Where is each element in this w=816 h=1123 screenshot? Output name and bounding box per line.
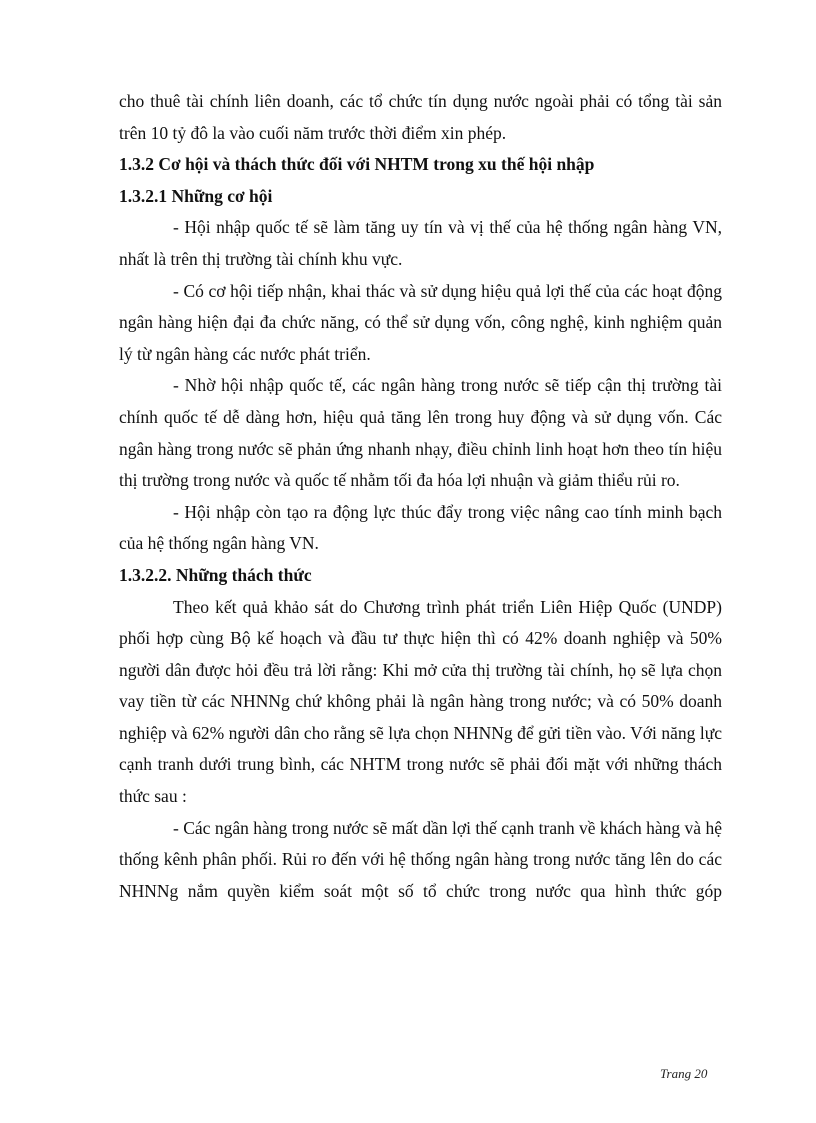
subsection-heading-opportunities: 1.3.2.1 Những cơ hội: [119, 185, 273, 206]
section-heading-1-3-2: 1.3.2 Cơ hội và thách thức đối với NHTM trong xu thế hội nhập: [119, 154, 595, 175]
paragraph-opportunity-1: - Hội nhập quốc tế sẽ làm tăng uy tín và vị thế của hệ thống ngân hàng VN, nhất là trên thị trường tài chính khu vực.: [119, 217, 722, 269]
continuation-paragraph: cho thuê tài chính liên doanh, các tổ chức tín dụng nước ngoài phải có tổng tài sản trên 10 tỷ đô la vào cuối năm trước thời điểm xin phép.: [119, 91, 722, 143]
paragraph-opportunity-4: - Hội nhập còn tạo ra động lực thúc đẩy trong việc nâng cao tính minh bạch của hệ thống ngân hàng VN.: [119, 501, 722, 554]
page-number: Trang 20: [660, 1066, 708, 1081]
subsection-heading-challenges: 1.3.2.2. Những thách thức: [119, 564, 312, 585]
paragraph-challenge-1: - Các ngân hàng trong nước sẽ mất dần lợi thế cạnh tranh về khách hàng và hệ thống kênh phân phối. Rủi ro đến với hệ thống ngân hàng trong nước tăng lên do các NHNNg nắm quyền kiểm soát một số tổ chức trong nước qua hình thức góp: [119, 817, 722, 901]
paragraph-opportunity-2: - Có cơ hội tiếp nhận, khai thác và sử dụng hiệu quả lợi thế của các hoạt động ngân hàng hiện đại đa chức năng, có thể sử dụng vốn, công nghệ, kinh nghiệm quản lý từ ngân hàng các nước phát triển.: [119, 280, 722, 364]
paragraph-survey: Theo kết quả khảo sát do Chương trình phát triển Liên Hiệp Quốc (UNDP) phối hợp cùng Bộ kế hoạch và đầu tư thực hiện thì có 42% doanh nghiệp và 50% người dân được hỏi đều trả lời rằng: Khi mở cửa thị trường tài chính, họ sẽ lựa chọn vay tiền từ các NHNNg chứ không phải là ngân hàng trong nước; và có 50% doanh nghiệp và 62% người dân cho rằng sẽ lựa chọn NHNNg để gửi tiền vào. Với năng lực cạnh tranh dưới trung bình, các NHTM trong nước sẽ phải đối mặt với những thách thức sau :: [119, 596, 722, 807]
page-body: [119, 86, 722, 907]
paragraph-opportunity-3: - Nhờ hội nhập quốc tế, các ngân hàng trong nước sẽ tiếp cận thị trường tài chính quốc tế dễ dàng hơn, hiệu quả tăng lên trong huy động và sử dụng vốn. Các ngân hàng trong nước sẽ phản ứng nhanh nhạy, điều chỉnh linh hoạt hơn theo tín hiệu thị trường trong nước và quốc tế nhằm tối đa hóa lợi nhuận và giảm thiểu rủi ro.: [119, 375, 722, 491]
